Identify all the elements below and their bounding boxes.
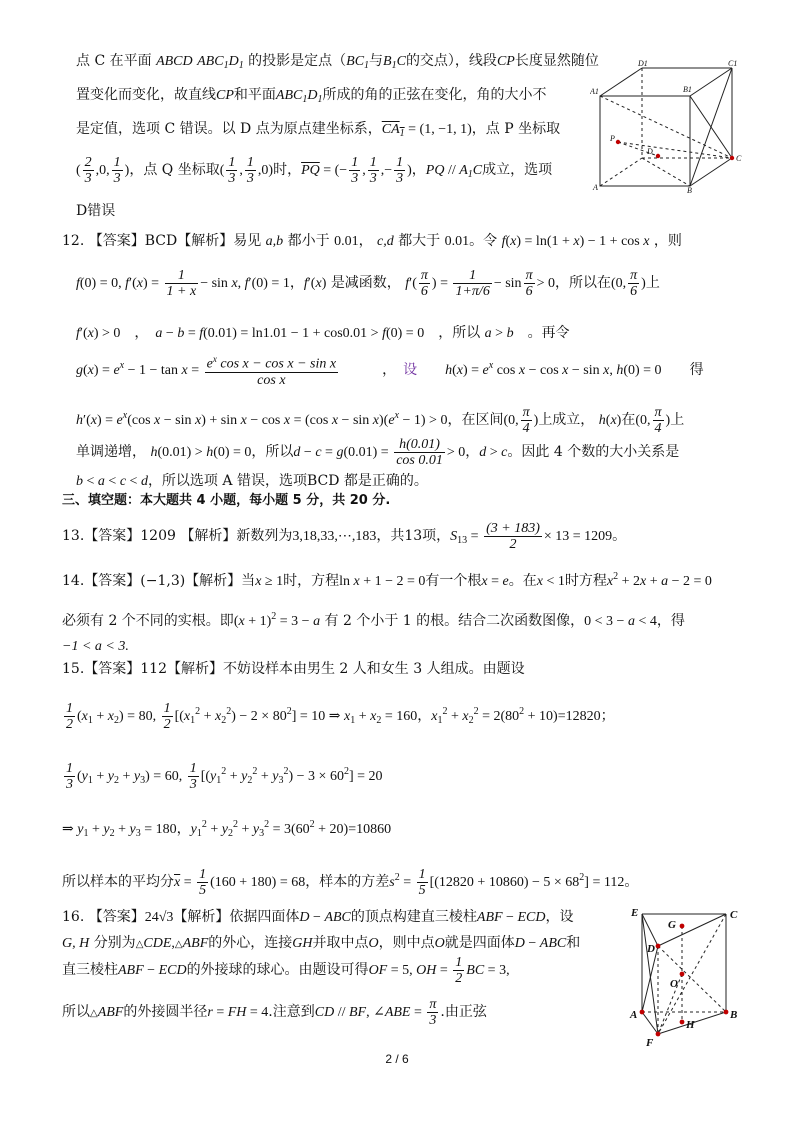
p11-line4: ( $\frac{2}{3}$ ,0, $\frac{1}{3}$ )，点 Q 坐标取( $\frac{1}{3}$ , $\frac{1}{3}$ ,0)时，$\overline{PQ}$ = (− $\frac{1}{3}$ , $\frac{1}{3}$ ,− $\frac{1}{3}$ )，PQ // $A_1C$成立，选项 xyxy=(76,154,553,186)
fig1-label: P xyxy=(610,134,615,143)
fig1-label: C xyxy=(736,154,742,163)
s12-line2: f(0) = 0, f′(x) = $\frac{1}{1 + x}$ − sin x, f′(0) = 1，f′(x) 是减函数， f′( $\frac{\pi}{6}$ ) = $\frac{1}{1+\pi/6}$ − sin $\frac{\pi}{6}$ > 0，所以在(0, $\frac{\pi}{6}$ )上 xyxy=(76,267,660,299)
fig2-label: C xyxy=(730,909,738,921)
p11-line1: 点 C 在平面 ABCD $ABC_1D_1$ 的投影是定点（$BC_1$与$B_1C$的交点），线段CP长度显然随位 xyxy=(76,53,599,71)
p11-line5: D错误 xyxy=(76,203,116,219)
section-heading: 三、填空题：本大题共 4 小题，每小题 5 分，共 20 分. xyxy=(62,493,391,508)
s14-line3: −1 < a < 3. xyxy=(62,639,129,654)
fig2-label: H xyxy=(686,1019,695,1031)
prism-figure xyxy=(626,904,744,1050)
s12-line1: 12. 【答案】BCD【解析】易见 a,b 都小于 0.01， c,d 都大于 0.01。令 f(x) = ln(1 + x) − 1 + cos x ，则 xyxy=(62,233,682,249)
fig2-label: B xyxy=(730,1009,738,1021)
fig1-label: D1 xyxy=(638,59,648,68)
s12-line7: b < a < c < d，所以选项 A 错误，选项BCD 都是正确的。 xyxy=(76,473,428,489)
p11-line2: 置变化而变化，故直线CP和平面$ABC_1D_1$所成的角的正弦在变化，角的大小不 xyxy=(76,87,547,105)
s15-line1: 15.【答案】112【解析】不妨设样本由男生 2 人和女生 3 人组成。由题设 xyxy=(62,661,525,677)
fig1-label: A xyxy=(593,183,598,192)
s12-line5: $h'(x) = e^x(\cos$ x − sin x) + sin x − cos x = (cos $x - \sin x)(e^x - 1) > 0$，在区间(0, $\frac{\pi}{4}$ )上成立， h(x)在(0, $\frac{\pi}{4}$ )上 xyxy=(76,404,685,436)
s16-line2: G, H 分别为△CDE,△ABF的外心，连接GH并取中点O，则中点O就是四面体D − ABC和 xyxy=(62,935,581,951)
p11-line3: 是定值，选项 C 错误。以 D 点为原点建坐标系，$CA_1 = (1$, −1, 1)，点 P 坐标取 xyxy=(76,121,561,139)
s12-line6: 单调递增， h(0.01) > h(0) = 0，所以d − c = g(0.01) = $\frac{h(0.01)}{\cos 0.01}$ > 0，d > c。因此 4 个数的大小关系是 xyxy=(76,436,680,468)
fig2-label: G xyxy=(668,919,676,931)
fig2-label: A xyxy=(630,1009,638,1021)
s12-line4: $g(x) = e^x - 1 - \tan x$ = $\frac{e^x \cos x - \cos x - \sin x}{\text{cos x}}$ ， 设 $h(x) = e^x$ cos x − cos x − sin x, h(0) = 0 得 xyxy=(76,354,704,388)
fig1-label: C1 xyxy=(728,59,738,68)
fig1-label: D xyxy=(647,147,653,156)
s15-row1: $\frac{1}{2}$ $(x_1 + x_2) = 80$, $\frac{1}{2}$ $[(x_1^2 + x_2^2) - 2 \times 80^2] = 10$ ⇒ $x_1 + x_2 = 160$，$x_1^2 + x_2^2 = 2(80^2 + 10)=12820$； xyxy=(66,700,615,732)
s16-line3: 直三棱柱ABF − ECD的外接球的球心。由题设可得OF = 5, OH = $\frac{1}{2}$ BC = 3, xyxy=(62,954,510,986)
s14-line2: 必须有 2 个不同的实根。即$(x + 1)^2 = 3 - a$ 有 2 个小于 1 的根。结合二次函数图像，0 < 3 − a < 4，得 xyxy=(62,611,685,629)
fig1-label: B xyxy=(687,186,692,193)
s15-row2: $\frac{1}{3}$ $(y_1 + y_2 + y_3) = 60$, $\frac{1}{3}$ $[(y_1^2 + y_2^2 + y_3^2) - 3 \times 60^2] = 20$ xyxy=(66,760,383,792)
s13-line: 13.【答案】1209 【解析】新数列为3,18,33,⋯,183，共13项，$S_{13}$ = $\frac{(3 + 183)}{2}$ × 13 = 1209。 xyxy=(62,520,627,552)
fig2-label: F xyxy=(646,1037,654,1049)
s12-line3: f′(x) > 0 ， a − b = f(0.01) = ln1.01 − 1 + cos0.01 > f(0) = 0 ，所以 a > b 。再令 xyxy=(76,325,570,341)
cube-figure xyxy=(590,58,750,193)
s14-line1: 14.【答案】(−1,3)【解析】当x ≥ 1时，方程ln x + 1 − 2 = 0有一个根x = e。在x < 1时方程$x^2 + 2x + a - 2 = 0$ xyxy=(62,571,712,589)
fig2-label: D xyxy=(647,943,655,955)
s16-line1: 16. 【答案】24√3【解析】依据四面体D − ABC的顶点构建直三棱柱ABF − ECD，设 xyxy=(62,909,574,925)
fig1-label: B1 xyxy=(683,85,692,94)
s16-line4: 所以△ABF的外接圆半径r = FH = 4.注意到CD // BF, ∠ABE = $\frac{\pi}{3}$ .由正弦 xyxy=(62,996,487,1028)
s15-row4: 所以样本的平均分$\overline{x}$ = $\frac{1}{5}$ (160 + 180) = 68，样本的方差$s^2$ = $\frac{1}{5}$ $[(12820 + 10860) - 5 \times 68^2] = 112$。 xyxy=(62,866,639,898)
page-number: 2 / 6 xyxy=(385,1052,409,1066)
fig1-label: A1 xyxy=(590,87,599,96)
s15-row3: ⇒ $y_1 + y_2 + y_3 = 180$，$y_1^2 + y_2^2 + y_3^2 = 3(60^2 + 20)=10860$ xyxy=(62,819,392,839)
fig2-label: O xyxy=(670,978,678,990)
fig2-label: E xyxy=(631,907,639,919)
